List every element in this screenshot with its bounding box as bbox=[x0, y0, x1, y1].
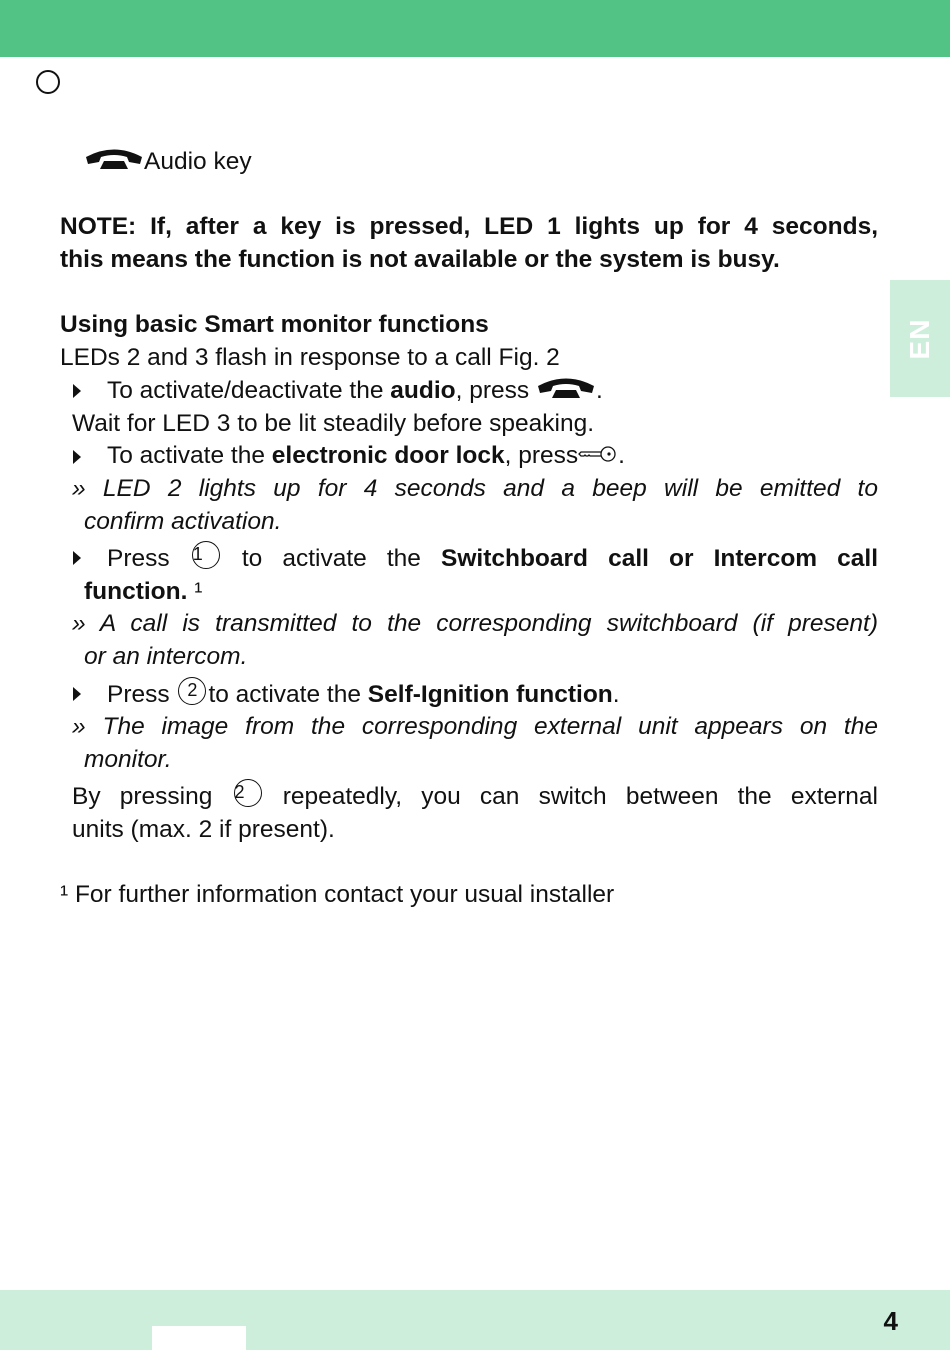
bullet-switchboard-press: Press bbox=[107, 545, 190, 573]
switch-units-press: By pressing bbox=[72, 783, 232, 811]
bullet-self-ignition-text: to activate the bbox=[208, 680, 368, 708]
bullet-audio-bold: audio bbox=[390, 377, 456, 405]
bullet-audio bbox=[60, 374, 878, 408]
switch-units-line-1 bbox=[60, 779, 878, 814]
page-content bbox=[60, 145, 878, 912]
result-door-lock-line-1: » LED 2 lights up for 4 seconds and a beep will be emitted to bbox=[72, 474, 878, 502]
bullet-self-ignition-bold: Self-Ignition function bbox=[367, 680, 613, 708]
result-door-lock-line-2: confirm activation. bbox=[84, 507, 282, 535]
result-self-ignition-line-2: monitor. bbox=[84, 745, 172, 773]
header-band bbox=[0, 0, 950, 57]
bullet-audio-press: , press bbox=[455, 377, 536, 405]
language-tab-label: EN bbox=[904, 318, 935, 359]
note-line-2: this means the function is not available or the system is busy. bbox=[60, 245, 780, 273]
switchboard-function-bold: function. bbox=[84, 577, 188, 605]
result-switchboard-line-2: or an intercom. bbox=[84, 642, 248, 670]
bullet-audio-text: To activate/deactivate the bbox=[107, 377, 391, 405]
triangle-bullet-icon bbox=[73, 384, 81, 398]
button-2-icon: 2 bbox=[234, 779, 262, 807]
result-self-ignition-line-1: » The image from the corresponding external unit appears on the bbox=[72, 713, 878, 741]
corner-circle-mark bbox=[36, 70, 60, 94]
button-1-icon: 1 bbox=[192, 541, 220, 569]
bullet-self-ignition bbox=[60, 677, 878, 712]
triangle-bullet-icon bbox=[73, 551, 81, 565]
bullet-door-lock-press: , press bbox=[504, 442, 579, 470]
result-switchboard-line-1: » A call is transmitted to the corresponding switchboard (if present) bbox=[72, 610, 878, 638]
triangle-bullet-icon bbox=[73, 450, 81, 464]
language-tab bbox=[890, 280, 950, 397]
intro-text: LEDs 2 and 3 flash in response to a call Fig. 2 bbox=[60, 343, 560, 371]
note-line-1: NOTE: If, after a key is pressed, LED 1 lights up for 4 seconds, bbox=[60, 213, 878, 241]
bullet-switchboard-text: to activate the bbox=[241, 545, 441, 573]
bullet-door-lock bbox=[60, 440, 878, 473]
footer-white-block bbox=[152, 1326, 246, 1350]
audio-key-legend bbox=[60, 145, 878, 179]
switch-units-text: repeatedly, you can switch between the external bbox=[282, 783, 879, 811]
bullet-switchboard-bold: Switchboard call or Intercom call bbox=[440, 545, 879, 573]
section-title: Using basic Smart monitor functions bbox=[60, 310, 489, 338]
button-2-icon: 2 bbox=[178, 677, 206, 705]
bullet-door-lock-end: . bbox=[618, 442, 625, 470]
bullet-self-ignition-press: Press bbox=[107, 680, 177, 708]
phone-handset-icon bbox=[536, 374, 596, 400]
page-number: 4 bbox=[883, 1306, 898, 1336]
switch-units-line-2: units (max. 2 if present). bbox=[72, 815, 335, 843]
bullet-door-lock-bold: electronic door lock bbox=[271, 442, 505, 470]
bullet-audio-end: . bbox=[595, 377, 603, 405]
bullet-self-ignition-end: . bbox=[612, 680, 620, 708]
audio-key-label: Audio key bbox=[144, 148, 252, 175]
switchboard-function-line bbox=[60, 576, 878, 609]
footnote-marker: ¹ bbox=[187, 577, 203, 605]
footer-band bbox=[0, 1290, 950, 1350]
wait-line: Wait for LED 3 to be lit steadily before speaking. bbox=[72, 409, 595, 437]
bullet-door-lock-text: To activate the bbox=[107, 442, 272, 470]
bullet-switchboard bbox=[60, 541, 878, 576]
key-icon bbox=[578, 445, 618, 463]
footnote: ¹ For further information contact your usual installer bbox=[60, 881, 615, 909]
triangle-bullet-icon bbox=[73, 687, 81, 701]
phone-handset-icon bbox=[84, 145, 144, 171]
